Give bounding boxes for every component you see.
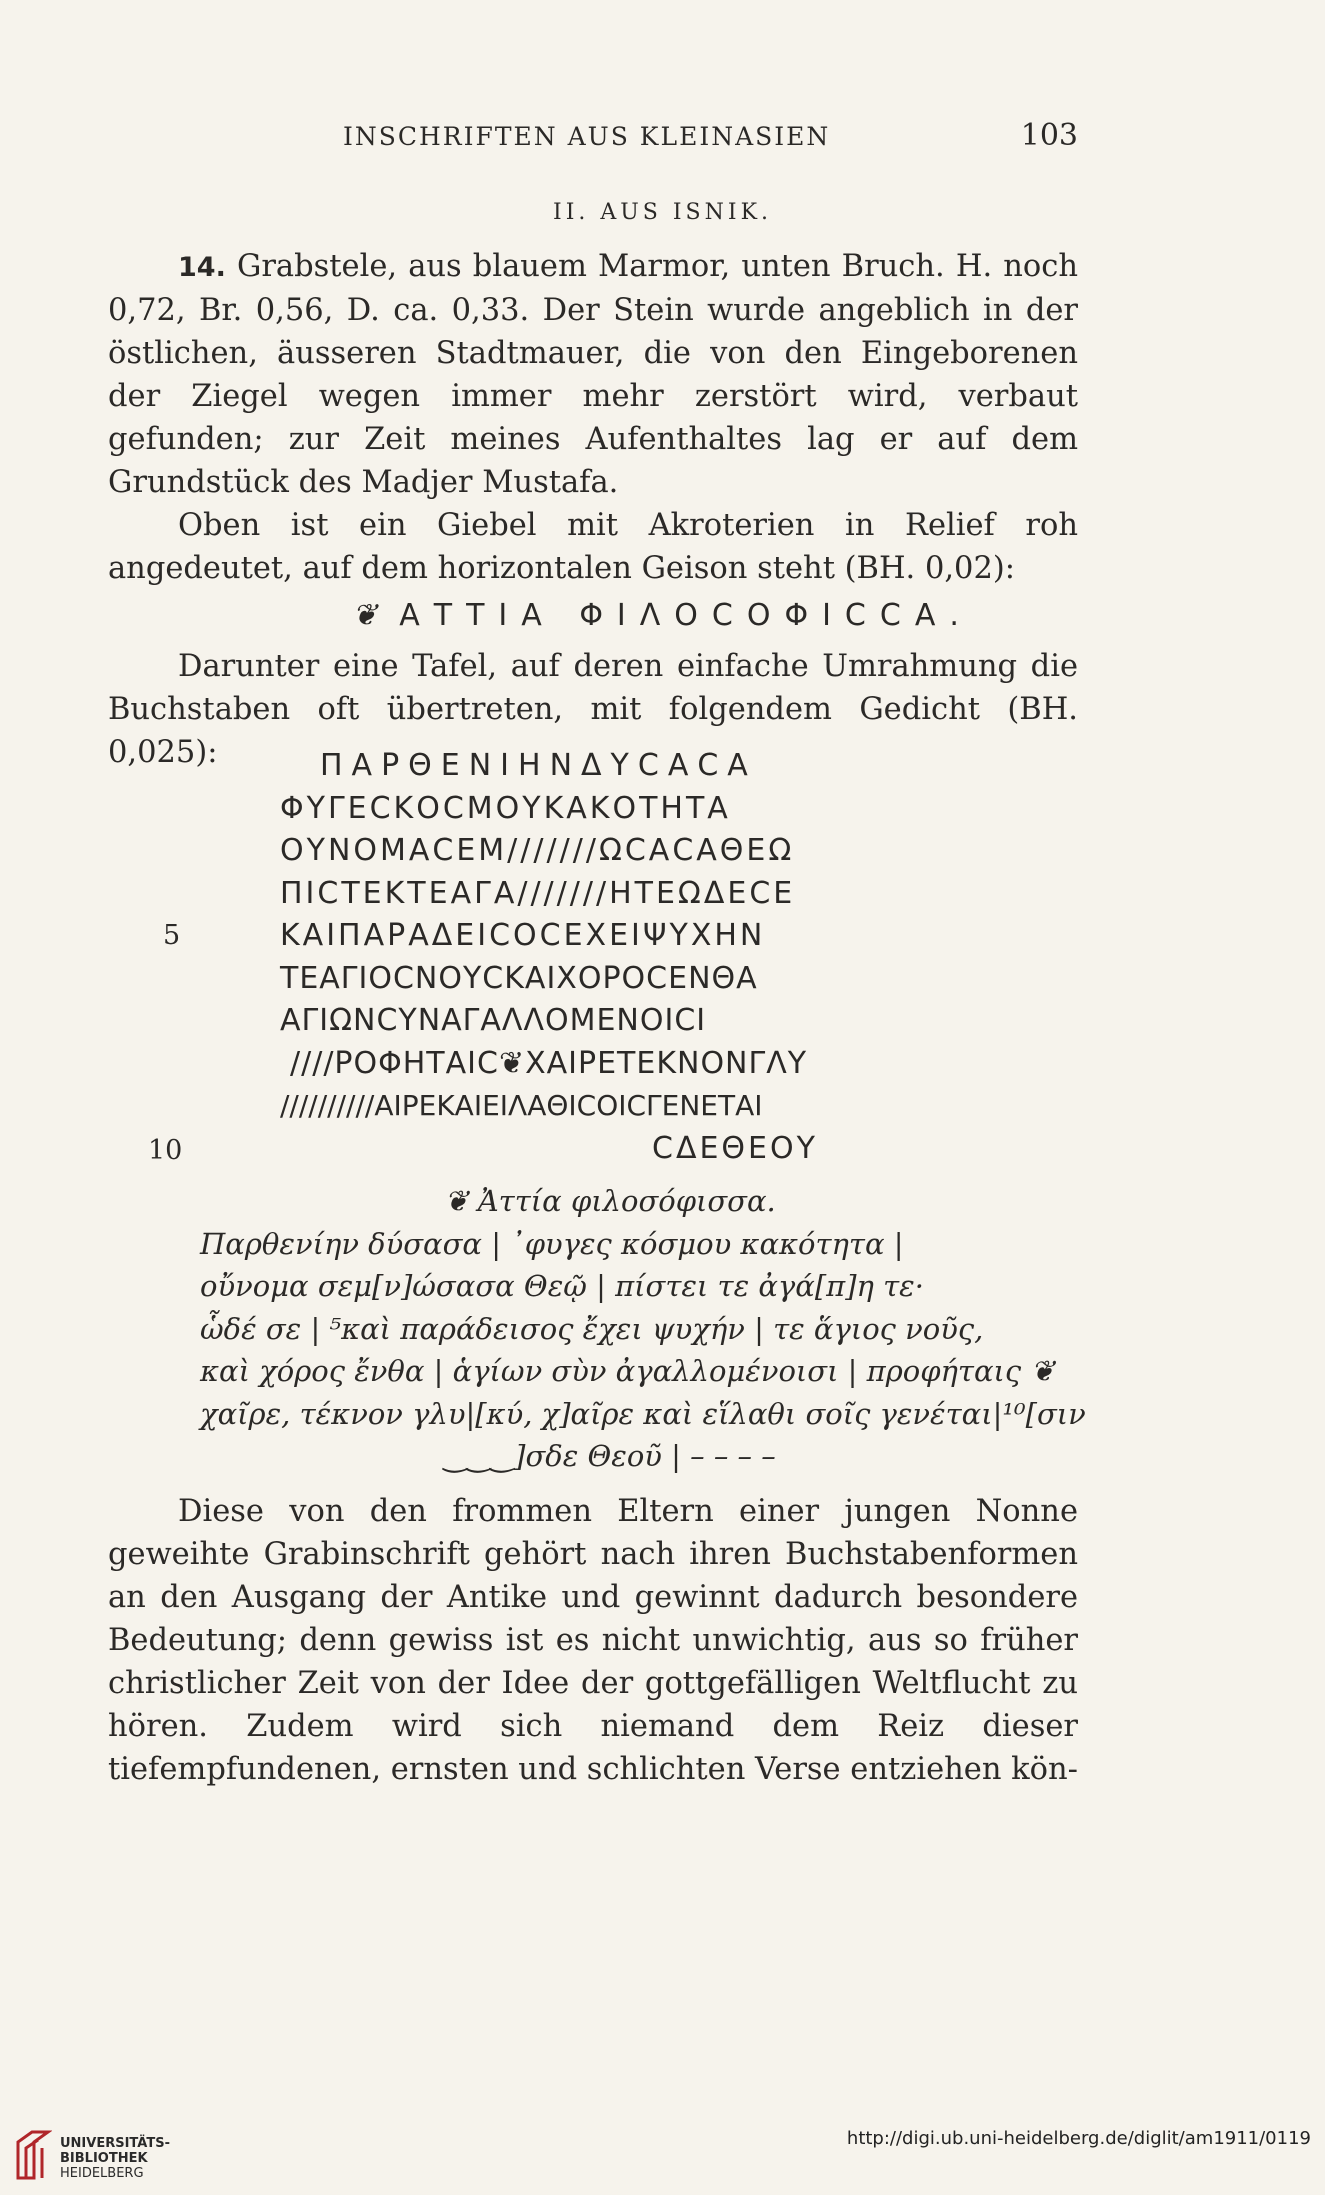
gable-inscription-text: ΑΤΤΙΑ ΦΙΛΟCΟΦΙCCΑ.	[399, 598, 973, 633]
paragraph-description	[108, 245, 1078, 504]
line-number-10: 10	[148, 1135, 183, 1166]
paragraph-commentary: Diese von den frommen Eltern einer jungen Nonne geweihte Grabinschrift gehört nach ihren Buchstabenformen an den Ausgang der Antike und gewinnt dadurch besondere Bedeutung; denn gewiss ist es nicht unwichtig, aus so früher christlicher Zeit von der Idee der gottgefälligen Weltflucht zu hören. Zudem wird sich niemand dem Reiz dieser tiefempfundenen, ernsten und schlichten Verse entziehen kön-	[108, 1494, 1078, 1787]
inscription-transcription	[200, 1180, 1086, 1478]
section-heading: II. AUS ISNIK.	[553, 200, 772, 225]
transcription-line: οὔνομα σεμ[ν]ώσασα Θεῷ | πίστει τε ἀγά[π]η τε·	[200, 1269, 924, 1303]
commentary	[108, 1490, 1078, 1791]
inscription-line: ΦΥΓΕCΚΟCΜΟΥΚΑΚΟΤΗΤΑ	[280, 790, 731, 826]
logo-line-3: HEIDELBERG	[60, 2166, 144, 2181]
gable-inscription	[0, 598, 1325, 633]
inscription-line: ΠΙCΤΕΚΤΕΑΓΑ///////ΗΤΕΩΔΕCΕ	[280, 875, 796, 911]
transcription-line: ‿‿‿]σδε Θεοῦ | – – – –	[444, 1439, 776, 1473]
inscription-line: //////////ΑΙΡΕΚΑΙΕΙΛΑΘΙCΟΙCΓΕΝΕΤΑΙ	[280, 1089, 763, 1122]
transcription-line: ❦ Ἀττία φιλοσόφισσα.	[444, 1184, 776, 1218]
logo-line-1: UNIVERSITÄTS-	[60, 2136, 170, 2151]
paragraph-1-text: Grabstele, aus blauem Marmor, unten Bruch. H. noch 0,72, Br. 0,56, D. ca. 0,33. Der Stein wurde angeblich in der östlichen, äusseren Stadtmauer, die von den Eingeborenen der Ziegel wegen immer mehr zerstört wird, verbaut gefunden; zur Zeit meines Aufenthaltes lag er auf dem Grundstück des Madjer Mustafa.	[108, 249, 1078, 500]
transcription-line: Παρθενίην δύσασα | ᾿φυγες κόσμου κακότητα |	[200, 1226, 904, 1261]
entry-description	[108, 245, 1078, 590]
entry-number: 14.	[178, 252, 226, 283]
running-title: INSCHRIFTEN AUS KLEINASIEN	[343, 122, 831, 151]
library-logo-icon	[14, 2128, 52, 2180]
transcription-line: ὧδέ σε | ⁵καὶ παράδεισος ἔχει ψυχήν | τε ἅγιος νοῦς,	[200, 1311, 984, 1346]
page-number: 103	[1020, 118, 1078, 153]
inscription-line: CΔΕΘΕΟΥ	[652, 1130, 818, 1166]
logo-line-2: BIBLIOTHEK	[60, 2151, 148, 2166]
running-header	[108, 118, 1078, 158]
inscription-line: ΚΑΙΠΑΡΑΔΕΙCΟCΕΧΕΙΨΥΧΗΝ	[280, 918, 766, 953]
source-url-link[interactable]: http://digi.ub.uni-heidelberg.de/diglit/am1911/0119	[846, 2128, 1311, 2149]
inscription-majuscule	[280, 745, 900, 1170]
inscription-line: ////ΡΟΦΗΤΑΙC❦ΧΑΙΡΕΤΕΚΝΟΝΓΛΥ	[290, 1045, 808, 1081]
line-number-5: 5	[163, 920, 181, 951]
leaf-icon: ❦	[352, 598, 378, 633]
transcription-line: χαῖρε, τέκνον γλυ|[κύ, χ]αῖρε καὶ εἵλαθι σοῖς γενέται|¹⁰[σιν	[200, 1396, 1086, 1431]
inscription-line: ΟΥΝΟΜΑCΕΜ///////ΩCΑCΑΘΕΩ	[280, 833, 795, 868]
paragraph-tablet: Darunter eine Tafel, auf deren einfache Umrahmung die Buchstaben oft übertreten, mit folgendem Gedicht (BH. 0,025):	[108, 649, 1078, 770]
inscription-line: ΠΑΡΘΕΝΙΗΝΔΥCΑCΑ	[320, 748, 757, 783]
library-logo	[14, 2128, 204, 2183]
paragraph-gable: Oben ist ein Giebel mit Akroterien in Relief roh angedeutet, auf dem horizontalen Geison steht (BH. 0,02):	[108, 508, 1078, 586]
transcription-line: καὶ χόρος ἔνθα | ἁγίων σὺν ἀγαλλομένοισι | προφήταις ❦	[200, 1354, 1055, 1388]
inscription-line: ΤΕΑΓΙΟCΝΟΥCΚΑΙΧΟΡΟCΕΝΘΑ	[280, 960, 758, 996]
inscription-line: ΑΓΙΩΝCΥΝΑΓΑΛΛΟΜΕΝΟΙCΙ	[280, 1003, 707, 1038]
